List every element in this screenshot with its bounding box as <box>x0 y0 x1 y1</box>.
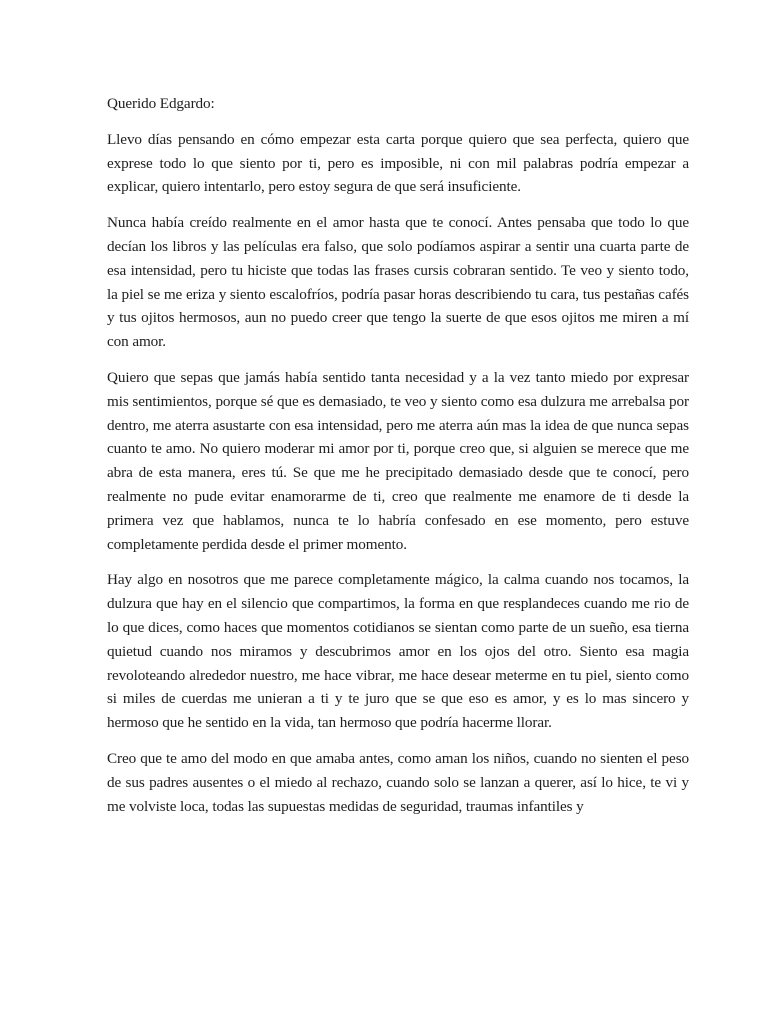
letter-body <box>107 92 689 830</box>
letter-paragraph-1: Llevo días pensando en cómo empezar esta carta porque quiero que sea perfecta, quiero que exprese todo lo que siento por ti, pero es imposible, ni con mil palabras podría empezar a explicar, quiero intentarlo, pero estoy segura de que será insuficiente. <box>107 130 689 196</box>
letter-salutation: Querido Edgardo: <box>107 95 215 112</box>
letter-paragraph-2: Nunca había creído realmente en el amor hasta que te conocí. Antes pensaba que todo lo que decían los libros y las películas era falso, que solo podíamos aspirar a sentir una cuarta parte de esa intensidad, pero tu hiciste que todas las frases cursis cobraran sentido. Te veo y siento todo, la piel se me eriza y siento escalofríos, podría pasar horas describiendo tu cara, tus pestañas cafés y tus ojitos hermosos, aun no puedo creer que tengo la suerte de que esos ojitos me miren a mí con amor. <box>107 214 689 351</box>
letter-paragraph-5: Creo que te amo del modo en que amaba antes, como aman los niños, cuando no sienten el peso de sus padres ausentes o el miedo al rechazo, cuando solo se lanzan a querer, así lo hice, te vi y me volviste loca, todas las supuestas medidas de seguridad, traumas infantiles y <box>107 749 689 815</box>
letter-paragraph-4: Hay algo en nosotros que me parece completamente mágico, la calma cuando nos tocamos, la dulzura que hay en el silencio que compartimos, la forma en que resplandeces cuando me rio de lo que dices, como haces que momentos cotidianos se sientan como parte de un sueño, esa tierna quietud cuando nos miramos y descubrimos amor en los ojos del otro. Siento esa magia revoloteando alrededor nuestro, me hace vibrar, me hace desear meterme en tu piel, siento como si miles de cuerdas me unieran a ti y te juro que se que eso es amor, y es lo mas sincero y hermoso que he sentido en la vida, tan hermoso que podría hacerme llorar. <box>107 571 689 732</box>
letter-paragraph-3: Quiero que sepas que jamás había sentido tanta necesidad y a la vez tanto miedo por expresar mis sentimientos, porque sé que es demasiado, te veo y siento como esa dulzura me arrebalsa por dentro, me aterra asustarte con esa intensidad, pero me aterra aún mas la idea de que nunca sepas cuanto te amo. No quiero moderar mi amor por ti, porque creo que, si alguien se merece que me abra de esta manera, eres tú. Se que me he precipitado demasiado desde que te conocí, pero realmente no pude evitar enamorarme de ti, creo que realmente me enamore de ti desde la primera vez que hablamos, nunca te lo habría confesado en ese momento, pero estuve completamente perdida desde el primer momento. <box>107 368 689 553</box>
